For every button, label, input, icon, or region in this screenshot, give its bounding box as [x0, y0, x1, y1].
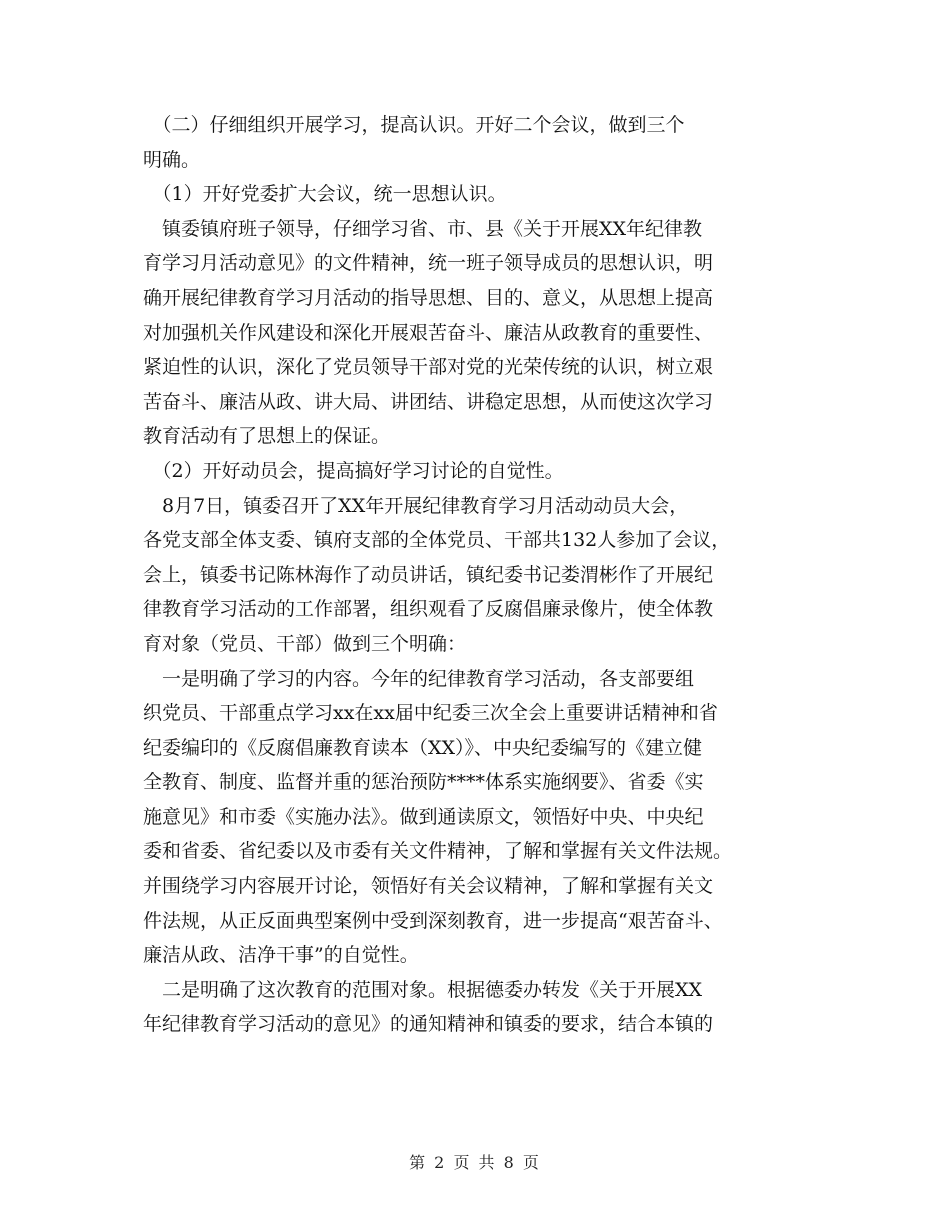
- text-line: 苦奋斗、廉洁从政、讲大局、讲团结、讲稳定思想，从而使这次学习: [143, 390, 714, 413]
- text-line: 年纪律教育学习活动的意见》的通知精神和镇委的要求，结合本镇的: [143, 1013, 714, 1036]
- document-body: [143, 108, 813, 1042]
- text-line: 件法规，从正反面典型案例中受到深刻教育，进一步提高“艰苦奋斗、: [143, 909, 723, 932]
- text-line: 育对象（党员、干部）做到三个明确：: [143, 632, 467, 655]
- text-line: 二是明确了这次教育的范围对象。根据德委办转发《关于开展XX: [143, 978, 703, 1001]
- text-line: （2）开好动员会，提高搞好学习讨论的自觉性。: [143, 459, 564, 482]
- text-line: 各党支部全体支委、镇府支部的全体党员、干部共132人参加了会议，: [143, 529, 731, 552]
- text-line: 织党员、干部重点学习xx在xx届中纪委三次全会上重要讲话精神和省: [143, 702, 718, 725]
- text-line: 8月7日，镇委召开了XX年开展纪律教育学习月活动动员大会，: [143, 494, 689, 517]
- text-line: 对加强机关作风建设和深化开展艰苦奋斗、廉洁从政教育的重要性、: [143, 321, 714, 344]
- text-line: 纪委编印的《反腐倡廉教育读本（XX）》、中央纪委编写的《建立健: [143, 736, 703, 759]
- text-line: 会上，镇委书记陈林海作了动员讲话，镇纪委书记娄渭彬作了开展纪: [143, 563, 714, 586]
- text-line: 全教育、制度、监督并重的惩治预防****体系实施纲要》、省委《实: [143, 771, 704, 794]
- text-line: 委和省委、省纪委以及市委有关文件精神，了解和掌握有关文件法规。: [143, 840, 733, 863]
- text-line: 紧迫性的认识，深化了党员领导干部对党的光荣传统的认识，树立艰: [143, 356, 714, 379]
- text-line: 明确。: [143, 148, 201, 171]
- text-line: （二）仔细组织开展学习，提高认识。开好二个会议，做到三个: [143, 114, 685, 136]
- text-line: 育学习月活动意见》的文件精神，统一班子领导成员的思想认识，明: [143, 252, 714, 275]
- text-line: 镇委镇府班子领导，仔细学习省、市、县《关于开展XX年纪律教: [143, 217, 703, 240]
- text-line: 律教育学习活动的工作部署，组织观看了反腐倡廉录像片，使全体教: [143, 598, 714, 621]
- text-line: 一是明确了学习的内容。今年的纪律教育学习活动，各支部要组: [143, 667, 695, 690]
- text-line: 确开展纪律教育学习月活动的指导思想、目的、意义，从思想上提高: [143, 286, 714, 309]
- text-line: 教育活动有了思想上的保证。: [143, 425, 391, 448]
- text-line: 并围绕学习内容展开讨论，领悟好有关会议精神，了解和掌握有关文: [143, 875, 714, 898]
- text-line: 廉洁从政、洁净干事”的自觉性。: [143, 944, 419, 967]
- text-line: 施意见》和市委《实施办法》。做到通读原文，领悟好中央、中央纪: [143, 805, 704, 828]
- text-line: （1）开好党委扩大会议，统一思想认识。: [143, 183, 507, 206]
- page-footer: 第 2 页 共 8 页: [409, 1153, 541, 1172]
